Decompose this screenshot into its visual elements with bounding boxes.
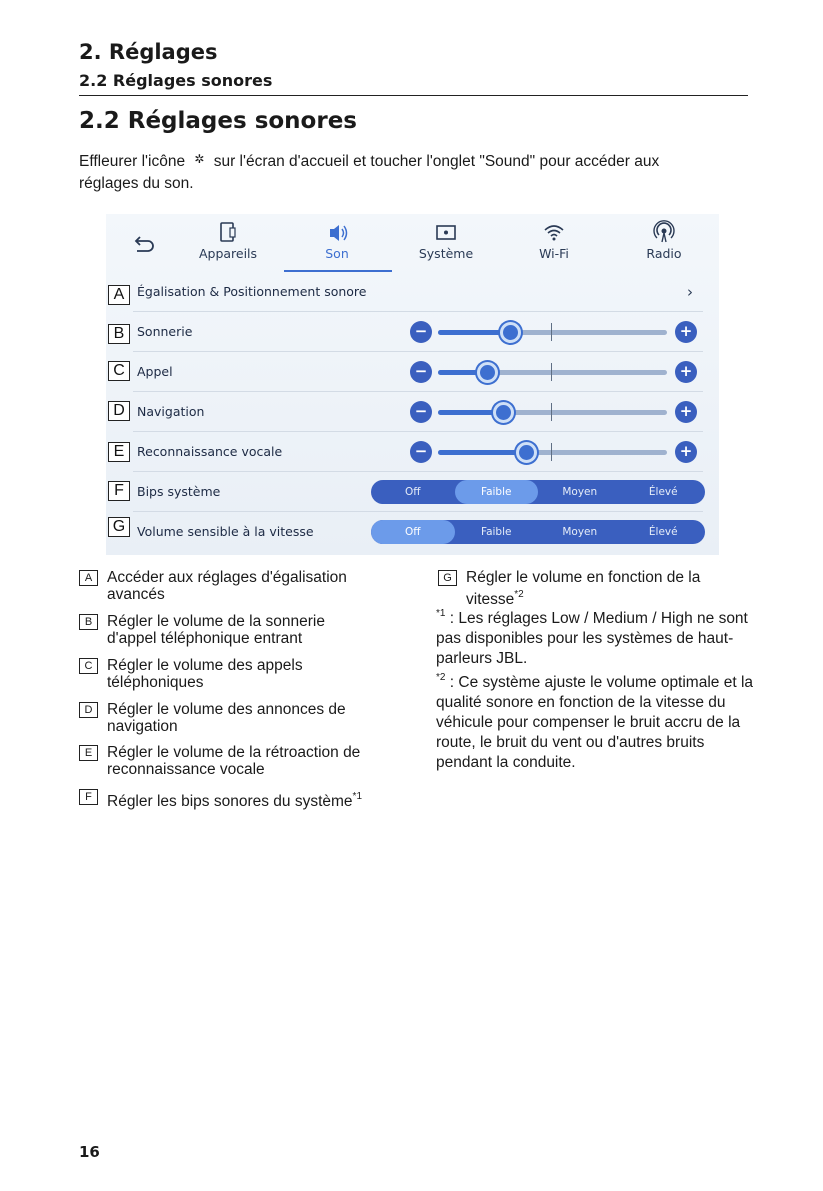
callout-tag-d: D	[108, 401, 130, 421]
segment-option-high[interactable]: Élevé	[648, 486, 678, 498]
slider-midpoint-tick	[551, 443, 552, 461]
row-label: Sonnerie	[137, 324, 193, 339]
volume-up-button[interactable]: +	[675, 401, 697, 423]
row-voice-recognition	[106, 432, 719, 472]
footnote-mark: *1	[436, 608, 446, 619]
legend-text: Régler le volume de la rétroaction de reconnaissance vocale	[107, 744, 361, 778]
footnote-1	[436, 604, 756, 669]
volume-down-button[interactable]: −	[410, 441, 432, 463]
beep-level-selector	[371, 480, 705, 504]
volume-slider[interactable]	[438, 410, 667, 415]
tab-radio[interactable]	[624, 218, 704, 272]
tab-label: Appareils	[198, 246, 258, 261]
footnote-mark: *2	[436, 672, 446, 683]
row-ringtone	[106, 312, 719, 352]
tab-systeme[interactable]	[406, 218, 486, 272]
row-system-beeps	[106, 472, 719, 512]
legend-text-body: Régler le volume en fonction de la vitesse	[466, 569, 701, 608]
callout-tag-b: B	[108, 324, 130, 344]
segment-option-low[interactable]: Faible	[481, 526, 512, 538]
wifi-icon	[514, 220, 594, 246]
intro-paragraph	[79, 148, 719, 195]
legend-text: Régler le volume des annonces de navigation	[107, 701, 346, 735]
tab-appareils[interactable]	[188, 218, 268, 272]
footnote-2	[436, 668, 756, 773]
tab-label: Radio	[646, 246, 682, 261]
volume-down-button[interactable]: −	[410, 401, 432, 423]
segment-option-medium[interactable]: Moyen	[562, 486, 598, 498]
gear-icon: ✲	[194, 152, 205, 166]
callout-tag-c: C	[108, 361, 130, 381]
callout-tag-a: A	[108, 285, 130, 305]
callout-tag-g: G	[108, 517, 130, 537]
legend-text: Régler le volume de la sonnerie d'appel téléphonique entrant	[107, 613, 325, 647]
tab-label: Système	[418, 246, 474, 261]
segment-option-off[interactable]: Off	[405, 486, 421, 498]
row-call	[106, 352, 719, 392]
row-label: Volume sensible à la vitesse	[137, 524, 314, 539]
tab-label: Wi-Fi	[539, 246, 569, 261]
slider-midpoint-tick	[551, 323, 552, 341]
volume-up-button[interactable]: +	[675, 441, 697, 463]
footnote-text: : Ce système ajuste le volume optimale et la qualité sonore en fonction de la vitesse du véhicule pour compenser le bruit accru de la route, le bruit du vent ou d'autres bruits pendant la conduite.	[436, 674, 754, 771]
volume-up-button[interactable]: +	[675, 361, 697, 383]
segment-option-off[interactable]: Off	[371, 520, 455, 544]
volume-up-button[interactable]: +	[675, 321, 697, 343]
row-label: Appel	[137, 364, 173, 379]
segment-option-high[interactable]: Élevé	[648, 526, 678, 538]
row-label: Bips système	[137, 484, 221, 499]
footnote-text: : Les réglages Low / Medium / High ne sont pas disponibles pour les systèmes de haut-parleurs JBL.	[436, 610, 748, 667]
volume-slider[interactable]	[438, 370, 667, 375]
footnote-mark: *1	[352, 791, 362, 802]
legend-text: Accéder aux réglages d'égalisation avancés	[107, 569, 347, 603]
phone-icon	[188, 220, 268, 246]
legend-tag: B	[79, 614, 98, 630]
tab-wifi[interactable]	[514, 218, 594, 272]
slider-handle[interactable]	[516, 442, 537, 463]
volume-down-button[interactable]: −	[410, 361, 432, 383]
chevron-right-icon: ›	[687, 283, 693, 301]
legend-tag: A	[79, 570, 98, 586]
volume-slider[interactable]	[438, 450, 667, 455]
section-title: 2.2 Réglages sonores	[79, 108, 357, 134]
legend-tag: C	[79, 658, 98, 674]
section-subtitle: 2.2 Réglages sonores	[79, 71, 273, 90]
slider-midpoint-tick	[551, 403, 552, 421]
row-navigation	[106, 392, 719, 432]
speaker-icon	[297, 220, 377, 246]
slider-handle[interactable]	[493, 402, 514, 423]
slider-handle[interactable]	[477, 362, 498, 383]
volume-down-button[interactable]: −	[410, 321, 432, 343]
chapter-title: 2. Réglages	[79, 40, 218, 64]
back-arrow-icon[interactable]	[134, 232, 156, 254]
system-icon	[406, 220, 486, 246]
volume-slider[interactable]	[438, 330, 667, 335]
row-speed-volume	[106, 512, 719, 552]
slider-handle[interactable]	[500, 322, 521, 343]
page-number: 16	[79, 1143, 100, 1161]
segment-option-medium[interactable]: Moyen	[562, 526, 598, 538]
row-equalizer[interactable]	[106, 272, 719, 312]
legend-tag: D	[79, 702, 98, 718]
speed-volume-selector	[371, 520, 705, 544]
legend-text-body: Régler les bips sonores du système	[107, 793, 353, 810]
row-label: Égalisation & Positionnement sonore	[137, 284, 367, 299]
tab-label: Son	[325, 246, 349, 261]
header-rule	[79, 95, 748, 96]
callout-tag-e: E	[108, 442, 130, 462]
legend-text: Régler le volume des appels téléphoniques	[107, 657, 303, 691]
row-label: Reconnaissance vocale	[137, 444, 283, 459]
tab-son[interactable]	[297, 218, 377, 272]
legend-tag: F	[79, 789, 98, 805]
tab-bar	[106, 214, 719, 272]
legend-text	[466, 569, 726, 608]
legend-text	[107, 788, 397, 810]
row-label: Navigation	[137, 404, 205, 419]
radio-icon	[624, 220, 704, 246]
segment-option-low[interactable]: Faible	[455, 480, 539, 504]
sound-settings-screen	[106, 214, 719, 555]
legend-tag: E	[79, 745, 98, 761]
slider-midpoint-tick	[551, 363, 552, 381]
intro-text-end: sur l'écran d'accueil et toucher l'onglet "Sound" pour accéder aux réglages du son.	[79, 153, 660, 192]
callout-tag-f: F	[108, 481, 130, 501]
intro-text-start: Effleurer l'icône	[79, 153, 186, 170]
legend-tag: G	[438, 570, 457, 586]
footnote-mark: *2	[514, 589, 524, 600]
